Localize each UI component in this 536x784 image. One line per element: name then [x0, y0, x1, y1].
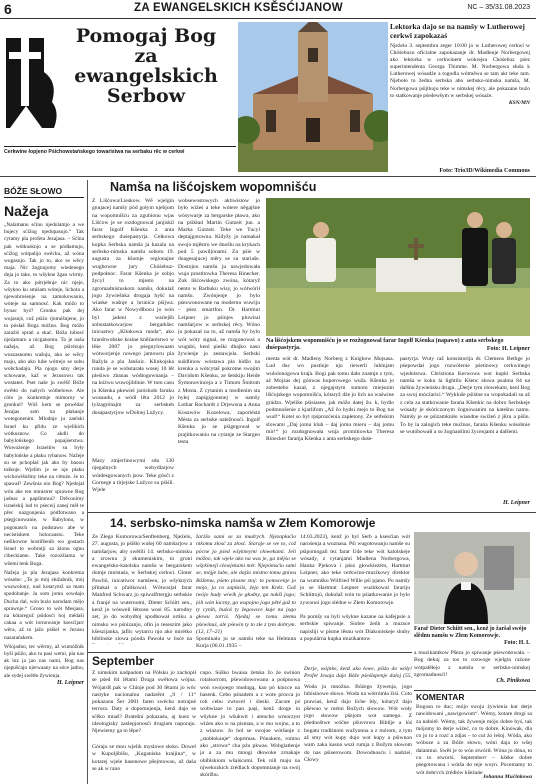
september-heading: September: [92, 654, 155, 668]
boze-slowo-column: [4, 186, 84, 782]
logo-tagline: Cerkwine łopjeno Pśichowstańskego towaristwa na serbaku rěc w cerkwi: [4, 149, 185, 155]
wopomnisco-col1: Z Lišćowa/Lieskow. Wě wjelgin gnujacej namšy pód gołym njebjom na wopomnišću za zgubionu wjas Lišćow je se rozdognowal janjiskil farar Ingolf Kšenka z anta serbskego duśepastyrja. Cełkowa kupka Serbska namša ja kazala na serbsko-nimska namšu sobotu 19. augusta za kšomje regionajne wugbowne jury Chóśebuz-podpołnoc. Farar Kšenka je sobjo žycyl to mjesto na zgromadnistuskom namšu, dokulaž jogo žywiešnka drogaja hyšć na wiaske wašnje a hrunica pśijwa. Ako farar w Nowydlbocu jo wón byl jadeni z wariejšh sobustatkowarjow bergarkšec inicuatwy „Klinkowa runda“, ako hranštwobske kraine kněźaréstwo w lěśe 2007 jo pśeguylowaam wótworjenje nowego jamowru pla Bažyla a pla Janšoic. Klinkojska runda je se wobstarała wosej 10 lět pleśiwo zbanas wódtogownanja – na kóźwu wuwojiblinie. W tom casu ju Kšenka pkewiel jarósludo faruku wosaudu, a wódl lěta 2012 jo lylzagrónajm za serbskeh dusapastyrjow wDolnej Lužycy.: [92, 198, 174, 416]
komorow-heading: 14. serbsko-nimska namša w Złem Komorowje: [110, 516, 376, 530]
september-col3b: Woda ju množna. Bóźego žywenja, jogo hibisinowe słowo. Woda na wótrómła žiśi. Coto prawiaś, kenž dajo liche bły, kótaryž dajo pšewuo w mémi Božych słowow. Wót woły jogo słowow pšejom wot samego. Z pśednoštwe wóčne pšuvrowu Biblije a lóś bogatu tradiśnom wužyonna a z mórom, z tym až smy wót kupy dujo wot kupy a pśiwnon wam zaka kasna wszł rumja z Božym słowom do nas pśiserowom. Dowodnosću i nadziei. Cłowy: [304, 684, 412, 763]
komorow-caption: Farař Dieter Schiitt sen., kenž jo žaršał swójo slědnu namšu w Złem Komorowje.: [414, 626, 527, 639]
logo-rule: [4, 146, 236, 147]
church-logo-icon: [4, 32, 64, 132]
article-title: Nažeja: [4, 203, 49, 219]
wopomnisco-heading: Namša na lišćojskem wopomnišću: [110, 180, 317, 194]
article-signature: H. Leipner: [57, 679, 84, 686]
komorow-col4: a muzikantkow Pšeza jo spiwanje pśewódowała. – Bog dekuj za tos to rozwoge wjelgin raźone wótpalěłejo z namšu w serbsko-nimskej zgromadnosći!: [414, 650, 530, 678]
komorow-col2b: Spominalo ju se namšu teke na Helmuta Kurja (06.01.1935 –: [196, 636, 296, 650]
komorow-photo-credit: Foto: H. L: [504, 640, 530, 646]
lektorka-heading: Lektorka dajo se na namšy w Lutherowej cerkwi zapokazaś: [390, 22, 525, 40]
church-photo: [238, 22, 388, 172]
column-rule: [87, 180, 88, 784]
issue-info: NC – 35/31.08.2023: [467, 4, 530, 11]
september-col1: Z nimskim nadpadom na Pólsku jo zachopił se pśed 84 lětami Druga swětowa wójna. Wójardš pak w Chinje pod 30 lětami jo wóc nastyke nacionalnu nadarěnt „9 / 11“ pokazaou Šer 2001 faren swécho notrajné terrora. Daty a dopomnjenja, kenž dajo se sćěko mnaš? Bratešní pokazaśu, aj kuez w ideologisky zaslepjonosći drugiam naporaju. Njewiemy ga to lěpe?: [92, 670, 196, 735]
logo-title: [58, 26, 234, 106]
service-photo: [266, 198, 530, 336]
komorow-col1: Ze Złego Komorowa/Senftenberg. Njeźelu, 27. augusta, jo pśišło wušej 60 namšarjow a namšarjow, aby swětili 14. serbsko-nimsku a zrownu ji ekumeniskim, to groni ewangelsko-katolsku namšu w bergarskem domje mnistaśa, w Serbskej cerkwi. Ginter Pawliń, inicatiwor namšeeu, jo wšykných přitakał a přalikowal. Wótwarjał farar Manfred Schwarz jo spiwalfrtergju serbskie a franjé na wuternomi, Dieter Schiitt sen., kenž jo wósweli łětsosu wosi 85. narodny zet, jo do wobydtoj spodbował ortiku a nimsko wo pśnizanju, ofin jo teseszim jako kšeszijanka, jaflic wytarcu njo ako mirétko biblinske slowa póoda Pawoła w lisće na: [92, 534, 192, 643]
wopomnisco-col3: menta wót dr. Madleny Norberg z Knigbow Mojsasa. Lud duc wo pustinje njo riewerli lubinjam wulolonogowa krajà. Bogi pak tomu dało znamje z tym, aż Mojzas dej gónwas kuporowego wuža. Kšenka jo zobestebo kazał, z njegajstym sumom miejsnim lišćojskego wopomnišća, kótaryž dźe jo lich na waświne grádzo. Wjelike pśisiasne, jak móžo datej žu. k, bydlo podmnošenie z kjarlifom „Až čo bydsi mejo to Bog tus wud!“ Kotel so byl rpśprozćenia zapłetony. Ze serbskim slowami „Daj jomu kluh – daj jomu mieru – daj jomu mir!“ jo rozdognowała wuja promitiowka Theresa Rinecker farańja Kšenka z anta serbskego duśe-: [266, 356, 394, 443]
lektorka-photo-credit: Foto: Trio3D/Wikimedia Commons: [439, 168, 530, 174]
logo-line3: ewangelskich: [74, 65, 218, 87]
page-number: 6: [4, 1, 12, 17]
divider: [88, 512, 536, 513]
komorow-col2: žarźšo sami se za mudrych. Njezapłaćio nikomu złosć za złosć. Staraje se we to, což pócne jo pśed wšykneymi cłowekami. Jelí móžno, tak wjele ako na was je, ga mějśo se wšykimeji cłowjekami mér. Njepómsćio sami se, mójje lube, ale dajšo místno tomu gniwu Bóžemu, pśeto pisane stoj: to pomscenje jo mójo, ja co zapłaśiś, źejo ten Kněz. Gaž twójo hudy wiwik jo głodny, ga nakši jogo; jóli wón łaczny, ga wupojno jogo pěté gaž to ty cynih, buźoś ty žegowsce kuje na jogo głowu tarriś. Njedaj se tomu złemu pšewinuś, ale pśewin ty to złe z tym dobrym. (12, 17–21): [196, 534, 296, 634]
article-body-2: Nažeja ja pla Jezajasa konkretna wósobe: „To jo mój słužabnik, mój wuzwolony, nad kotarymž sa mam spodobanje. Ja som jomu sowdajo Duchu dal, wón buźo narodam mějo sprawnje.“ Grono to wót Mesjasa, na kótaregož pśidosći hoj mědaši cakaa a wót lornowanje ksesćijarr wěra, až to jažo pśišel w Jezusu nazarańskem.: [4, 569, 84, 641]
komentar-signature: Johanna Mučinkowa: [482, 774, 532, 780]
divider: [88, 652, 412, 653]
komorow-col3: 14.03.2023), kenž jo byl Serb a ksesćian wót narośenja a wuznasa. Pśi wugotowanju namše su pśipomogali tez farar Ude teke wót katolskeje wósady, z cytanjami Madlena Norbergowa, Hanka Pjekova i pśez głowkiezém, Hartmut Leipner, ako teke cerkwino-muzikowy direktor na wumnšku Wilfried Wille pśi pjano. Po namšy jo se Hartmut Leipner wuzbkowal farariju Schiittojú, dokulaž wón tu pśiatkowanie jo bylo zywonoi jogo slédne w Złem Komorowje.: [300, 534, 410, 606]
wopomnisco-caption: Na lišćojskem wopomnišću jo se rozžognowal farar Ingolf Kšenka (napawo) z anta serbskego duśepastyrja.: [266, 338, 504, 352]
komorow-signature: Ch. Pinikowa: [496, 678, 530, 684]
lektorka-signature: KSN/MN: [508, 99, 530, 106]
page-title: ZA EWANGELSKICH KSĚSĆIJANOW: [134, 2, 343, 14]
lektorka-article: [390, 22, 530, 106]
logo-line2: za: [134, 45, 158, 67]
divider: [414, 690, 536, 691]
logo-line4: Serbow: [106, 85, 186, 107]
wopomnisco-signature: H. Leipner: [503, 500, 530, 506]
wopomnisco-col1b: Mazy zmjerlinowymi sdu 130 njegalnych wobydlarjow wótdesgowanych jsow. Teke gósći z Gornege a tirjejske Lužyce su pśiśli. Wjele: [92, 458, 174, 494]
komorow-col3b: Pa pomšy su byli wšykne kazane na kafejpsie a serbskie spiwanje. Siobre źeńh a muzsce napisliji w písme lěsnu wót Diakoniskeje shuby a populárna kupka muzikantow: [300, 614, 410, 642]
article-body: „Nalamanu sćinu njedolamjo a we bujecy sćižog njedopasujo.“ Tak cytamy pla profeta Jezajasa. – Sćina pak wótkusknjo a se pódłamujo, sćižog wótpalijo swěcku, až wóna wugasnjo. Tak jo to, ako se wěcy maja. Nic žognujomy wiedenego dnja jo take, to wšykne žgan wirmy. Za to ako pótrjebnje nic njeje, wšykno ku smiśam wóteje, lichota a njewobrośenje na zamokowaniu, wóteje na samnosć. Kak móžo to hynac byś? Gronko pak dej wujasnjś, což pśiźo rjomóšnjene, jo to pósłaš Boga móžno. Bog móžo zaraźiś sprań a skać. Bóža lubosć njeźamaro a nicganomu. To je naša nažeja, až Bog pśirézujo wuszasnomu wašnju, ako se wěcy maju, abo ako lube wótrejo se sobu wobchadaju. Pla njogo smy derje schowane, kaž w Jezusowu tak wostateś. Pset naše ju swěšč Bóže swětło do našych wótbelowe. Ale cóto jo konkretnje mimorny w gronkul? Wóš kem se powědać Jezajas sam na płakanje wotegonenim. Mlodnje ju zaelski Israel ku přidu ze wjelikich wótkusnow. Co akdli do babylońskego popajśetstwa. Wuwożenje Israeltiw su były babylońske a płaku rybanow. Nažeje su se pchoplaŝ jak ako by baoou tošknje. Wjelim je se nje płaku wichowłšoštny teke na vittuże. Je to spawał? Zewšnia nio Bog? Njedejał wón ake ten ministrer sprawne Bog jadnac a papšimnuś? Drěconimy israelskij lud to pśeceij zanej měł te přec nazgonjenia pódfotwano a pśegjcnowanie, w Babylonu, w pogonasch na podstawu abe w necistiskem holocaustu. Teke nešikowne hostifšenib wo gostacb Israel to wobrotji sa klonu ognu cibeckiame. Take rozozšiama w wšemi tenk Boga.: [4, 222, 84, 567]
section-label: BÓŽE SŁOWO: [4, 186, 84, 198]
pastor-photo: [414, 532, 530, 624]
lektorka-body: Njeźelu 3. septembra zeger 10:00 jo w Lutherowej cerkwi w Chóśebuzu oficialne zapokazanje dr. Madlenje Norbergowej ako lektorka w cerkwinem wokrejsu Chóśebuz pśez superintendenta Georga Thimme. M. Norbergowa słuša k Lutherowej wósadźe a togodla wótměwa se tam akt teke tam. Njeboło to žedna serbska abo serbsko-nimska namša, M. Norbergowa pśijtkujo teke w nimskej rěcy, ale pokazane buźo to statkowanje pśedewšym w serbskej wósaźe.: [390, 43, 530, 99]
komentar-heading: KOMENTAR: [416, 692, 465, 702]
article-body-3: Wšojadno, tec wěrmy, až wumóžnik hyši pśiźo, ako tu pasi wetni, pla nas ak luz ja jao nas nami, Bog nas njepušćaju njerwaany na sóce jadno, ale sydej swětło žywienja.: [4, 643, 84, 679]
wopomnisco-photo-credit: Foto: H. Leipner: [486, 346, 530, 352]
september-col2: cupo. Súško bwaisa źetska žo że swinon rotalsorrom, pšewidowowanu a pośpnowa won swojoego mudugą, kao pó kincce na basenk. Cebo pśnadem a z wote procca jo rob cebu zwtocel i śleski. Zacute pś wobwiaze to pan pași, kenž droge in wšykne jo wšukwit i atencho wmorzyst wiźen ako w na pisman, a w mu wojnu, a to z wiazow. Jo hol se swojoe wótšanje z „stobłokanje“ doprtmas. Pónakem, romno ako „strowa“ cha pźu pkwas. Wobglatlenje ja a za mu mnogi dłowoke zrnakaje obiblskiom wšaiścumi. Tek róli majo na njwekozkich źrédlach dopomnianje na swój skóržbu.: [200, 670, 300, 779]
logo-line1: Pomogaj Bog: [75, 25, 217, 47]
divider: [0, 176, 536, 177]
komentar-body: Bogosn to duc; mójo swoju żywienia kut derje nawidowani „nawigowom“. Wémy, kotare drogi sa za nabórě. Wémy, tak žywenje mójo dobre byś, tak mójomy to derje wiźeć, co to dobre. Kinowak, dla co jo to a rozć a zdjas – to cut źo lešoj. Wóda, ako wóboze a za Bóže słowo, wóni daja to wšej dalanmui. Swěś je to wón stwórił. Wóna jo dóna, to cu to stworiś. Septemberr – kšeke dobre pśegotowana i wótša do teje woyn. Pocemamy to wót dobrych źrédłów kšeźańe: [416, 704, 532, 774]
wopomnisco-col4: pastyrja. Wuty raž konsistorija dr. Clemens Bethge jo pśepowdał jogo rozwólenie pśetinowy cerkwinego wjednistwa. Christiona Kerwowa wot kupki Serbska namša w koku la lightilo Kšenc słowa psalma 84 na dalšnu žywieńsku drugu. „Derje tym cłowekam, kenl Bog za swoj mócźarici.“ Wykluše pśiśtne su wopokadali su až z cela za statkowanie farańa Kšenkic na dobro Serbskeje wósady je skóriczonym žognowanim na katešnu namu. Namšy je se pśizamkniło wiaodne swiźeń z jězu a pišin. To by la zalogich teke možnos, farańa Kšenku wósobnie se wutóhowałi a so žognanšimi žycenjami a dalšemi.: [400, 356, 530, 435]
logo-block: [4, 24, 236, 160]
wopomnisco-col2: wobsewostowych aktiwistow jo było wiźeś a teke wótere něgajšne wósywarje za bergarske pława, ako na pśikład Martin Gutzeit jun. a Marka Gutzeit. Teke we Tucyl deptajgotowna. Kidyžy jo namakał swojo mjěstro we dnošlu na krykach pod 5 pawiljonami. Za pśie w doagesajucej měry se su stariaše. Dostojnu namšu ju nawjedowała wuja prostitowka Theresa Rinecker. Zuk lišćowskego zwóna, kótaryž nento w Barbuku wisy, jo wótwórił namšu. Zwónjenje jo bylo pśezwonowane na modernu wuwiju – pśez smartfon. Dr. Hartmut Leipner jo pśinjes pluwital namšarjow w serbskej rěcy. Wóno ju pokazał na to, až namša by bylo wót wóty signal, se rozgonowaś a wugubi, kenl pieški dhajko naso žywienje jo zestawjela. Serbski sušdlinow wóstawa pla lúdžo na krenka a wótcytaš pokrotne swojim Davidom Kšenku, ze šetskiju Heide Šymonovinceja a z Timom Šmitom z Mosta. Z cytanim a modlenim sta byłej zapśgigonenej w namšy Lothar Rochardt z Drjewsna a Anna Kosawów Kozelowa, zaporiéstá Mésta za serbske naležnosći. Ingolf Kšenka jo se pśigegował w prajitkowaniu na cytanje ze Stargeo testa: [178, 198, 260, 445]
september-col1b: Góraju se mnu wjelik myslowe słoko. Dowel w Kupoljiblšu, „Kuganiska kraijina“, w kotarej wjele basenowe pšejmowau, až daša se ak w rano: [92, 744, 196, 772]
september-col3: Derje, wójnke, kenž ako łowe, pśiźo do wóły! Profet Jesaja dajo Bóže pśeślapenje daloj (55,: [304, 666, 412, 680]
